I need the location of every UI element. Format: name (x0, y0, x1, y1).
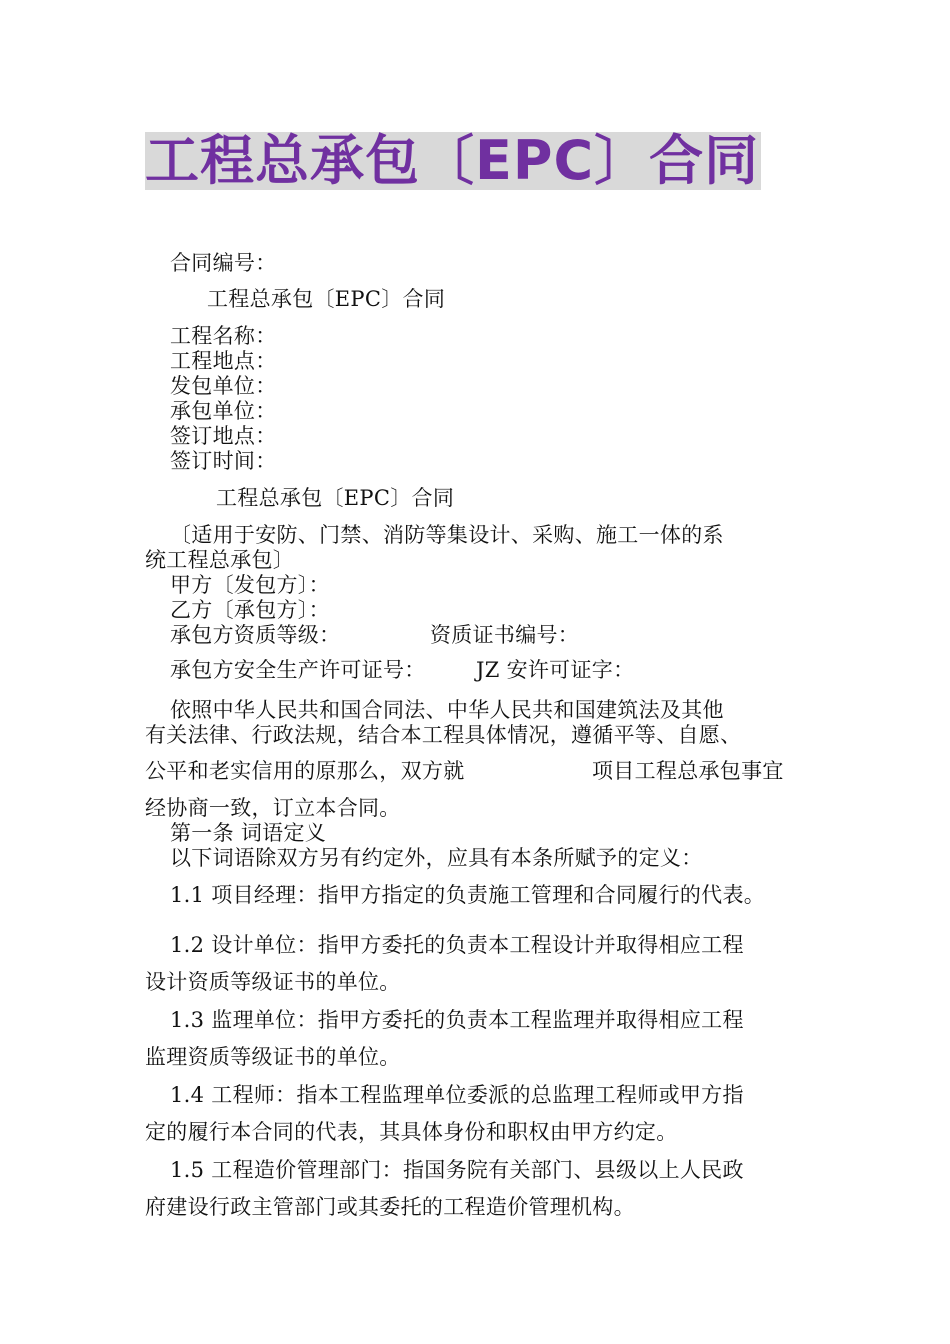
preamble-line-1: 依照中华人民共和国合同法、中华人民共和国建筑法及其他 (170, 698, 724, 722)
definition-1-3-cont: 监理资质等级证书的单位。 (145, 1045, 401, 1069)
qualification-grade-label: 承包方资质等级： (170, 623, 341, 647)
contract-subtitle: 工程总承包〔EPC〕合同 (207, 287, 446, 311)
contract-number-label: 合同编号： (170, 251, 277, 275)
contract-subtitle-2: 工程总承包〔EPC〕合同 (216, 486, 455, 510)
applicability-note-line-2: 统工程总承包〕 (145, 548, 295, 572)
definition-1-2: 1.2 设计单位：指甲方委托的负责本工程设计并取得相应工程 (170, 933, 744, 957)
preamble-line-3-tail: 项目工程总承包事宜 (592, 759, 784, 783)
definition-1-4: 1.4 工程师：指本工程监理单位委派的总监理工程师或甲方指 (170, 1083, 744, 1107)
definition-1-5: 1.5 工程造价管理部门：指国务院有关部门、县级以上人民政 (170, 1158, 744, 1182)
field-employer: 发包单位： (170, 374, 277, 398)
definition-1-2-cont: 设计资质等级证书的单位。 (145, 970, 401, 994)
article-1-heading: 第一条 词语定义 (170, 821, 327, 845)
party-b-label: 乙方〔承包方〕： (170, 598, 330, 622)
definition-1-4-cont: 定的履行本合同的代表，其具体身份和职权由甲方约定。 (145, 1120, 678, 1144)
certificate-number-label: 资质证书编号： (430, 623, 580, 647)
definition-1-1: 1.1 项目经理：指甲方指定的负责施工管理和合同履行的代表。 (170, 883, 766, 907)
document-title: 工程总承包〔EPC〕合同 (145, 129, 760, 192)
safety-license-label: 承包方安全生产许可证号： (170, 658, 426, 682)
safety-license-prefix: JZ 安许可证字： (476, 658, 635, 682)
preamble-line-2: 有关法律、行政法规，结合本工程具体情况，遵循平等、自愿、 (145, 723, 742, 747)
definition-1-3: 1.3 监理单位：指甲方委托的负责本工程监理并取得相应工程 (170, 1008, 744, 1032)
article-1-intro: 以下词语除双方另有约定外，应具有本条所赋予的定义： (170, 846, 703, 870)
preamble-line-3: 公平和老实信用的原那么，双方就 (145, 759, 465, 783)
preamble-line-4: 经协商一致，订立本合同。 (145, 796, 401, 820)
applicability-note-line-1: 〔适用于安防、门禁、消防等集设计、采购、施工一体的系 (170, 523, 724, 547)
field-project-name: 工程名称： (170, 324, 277, 348)
field-signing-place: 签订地点： (170, 424, 277, 448)
party-a-label: 甲方〔发包方〕： (170, 573, 330, 597)
field-project-location: 工程地点： (170, 349, 277, 373)
field-contractor: 承包单位： (170, 399, 277, 423)
field-signing-date: 签订时间： (170, 449, 277, 473)
definition-1-5-cont: 府建设行政主管部门或其委托的工程造价管理机构。 (145, 1195, 635, 1219)
